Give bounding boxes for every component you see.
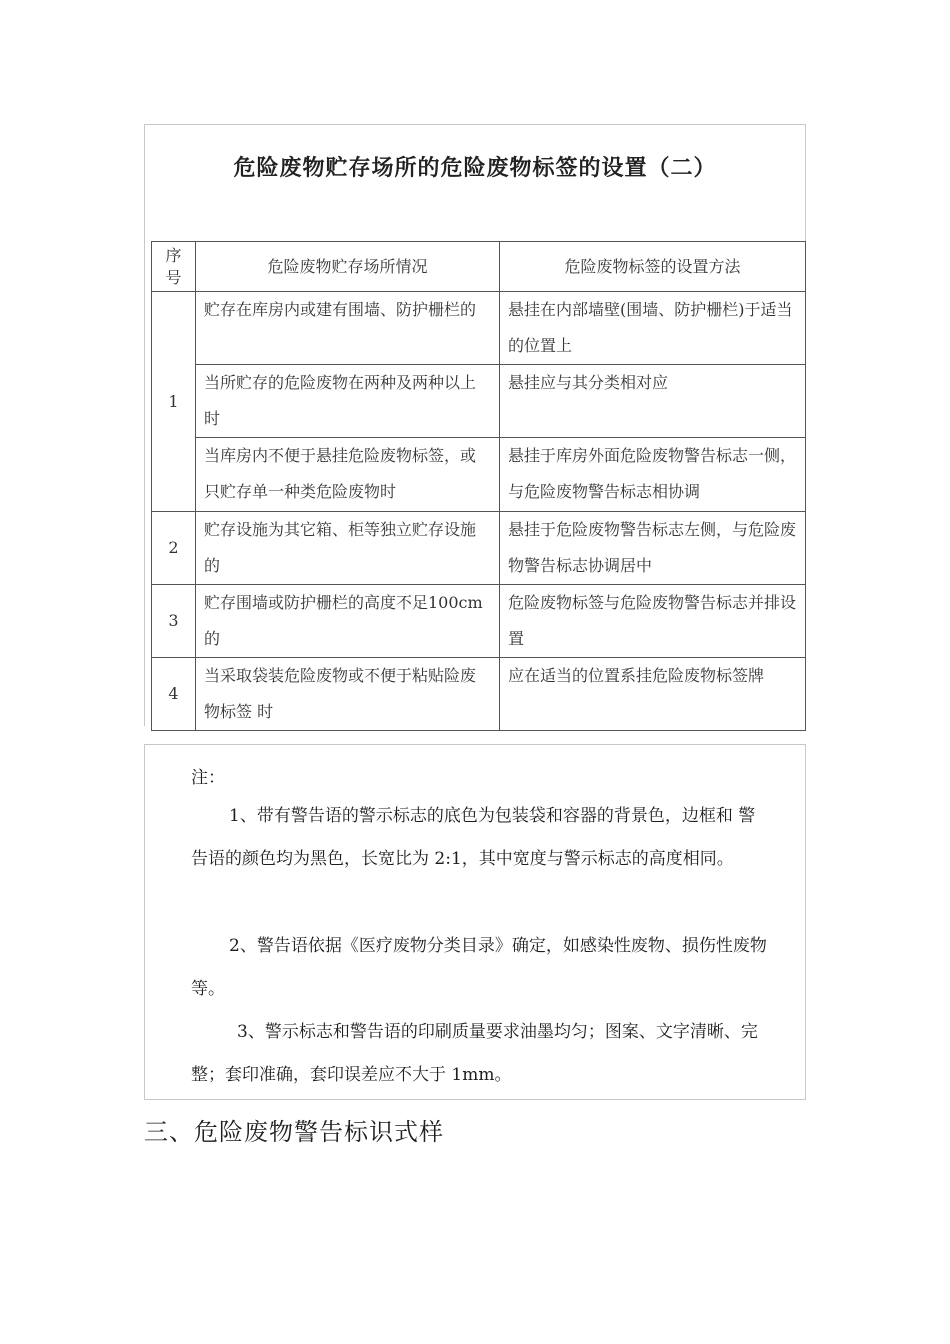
row-method: 悬挂在内部墙壁(围墙、防护栅栏)于适当的位置上 — [500, 292, 806, 365]
note-item: 1、带有警告语的警示标志的底色为包装袋和容器的背景色，边框和 警告语的颜色均为黑色，长宽比为 2:1，其中宽度与警示标志的高度相同。 — [191, 806, 756, 869]
label-settings-table — [151, 241, 806, 731]
table-header-row — [152, 242, 806, 292]
row-number: 4 — [152, 658, 196, 731]
header-situation: 危险废物贮存场所情况 — [196, 242, 500, 292]
row-situation: 贮存围墙或防护栅栏的高度不足100cm的 — [196, 585, 500, 658]
row-method: 危险废物标签与危险废物警告标志并排设置 — [500, 585, 806, 658]
row-number: 3 — [152, 585, 196, 658]
row-situation: 贮存在库房内或建有围墙、防护栅栏的 — [196, 292, 500, 365]
row-situation: 贮存设施为其它箱、柜等独立贮存设施的 — [196, 512, 500, 585]
note-item: 2、警告语依据《医疗废物分类目录》确定，如感染性废物、损伤性废物等。 — [191, 936, 767, 999]
row-number: 1 — [152, 292, 196, 512]
table-row — [152, 512, 806, 585]
table-row — [152, 658, 806, 731]
row-situation: 当所贮存的危险废物在两种及两种以上时 — [196, 365, 500, 438]
notes-panel — [144, 744, 806, 1100]
notes-title: 注： — [191, 768, 225, 788]
row-method: 悬挂应与其分类相对应 — [500, 365, 806, 438]
table-panel — [144, 124, 806, 726]
row-situation: 当库房内不便于悬挂危险废物标签，或只贮存单一种类危险废物时 — [196, 438, 500, 512]
table-row — [152, 438, 806, 512]
row-situation: 当采取袋装危险废物或不便于粘贴险废物标签 时 — [196, 658, 500, 731]
note-item: 3、警示标志和警告语的印刷质量要求油墨均匀；图案、文字清晰、完整；套印准确，套印误差应不大于 1mm。 — [191, 1022, 758, 1085]
header-number: 序号 — [152, 242, 196, 292]
row-method: 应在适当的位置系挂危险废物标签牌 — [500, 658, 806, 731]
document-title: 危险废物贮存场所的危险废物标签的设置（二） — [233, 156, 717, 181]
row-number: 2 — [152, 512, 196, 585]
table-row — [152, 365, 806, 438]
header-method: 危险废物标签的设置方法 — [500, 242, 806, 292]
row-method: 悬挂于危险废物警告标志左侧，与危险废物警告标志协调居中 — [500, 512, 806, 585]
row-method: 悬挂于库房外面危险废物警告标志一侧，与危险废物警告标志相协调 — [500, 438, 806, 512]
section-heading: 三、危险废物警告标识式样 — [144, 1118, 444, 1146]
table-row — [152, 292, 806, 365]
table-row — [152, 585, 806, 658]
